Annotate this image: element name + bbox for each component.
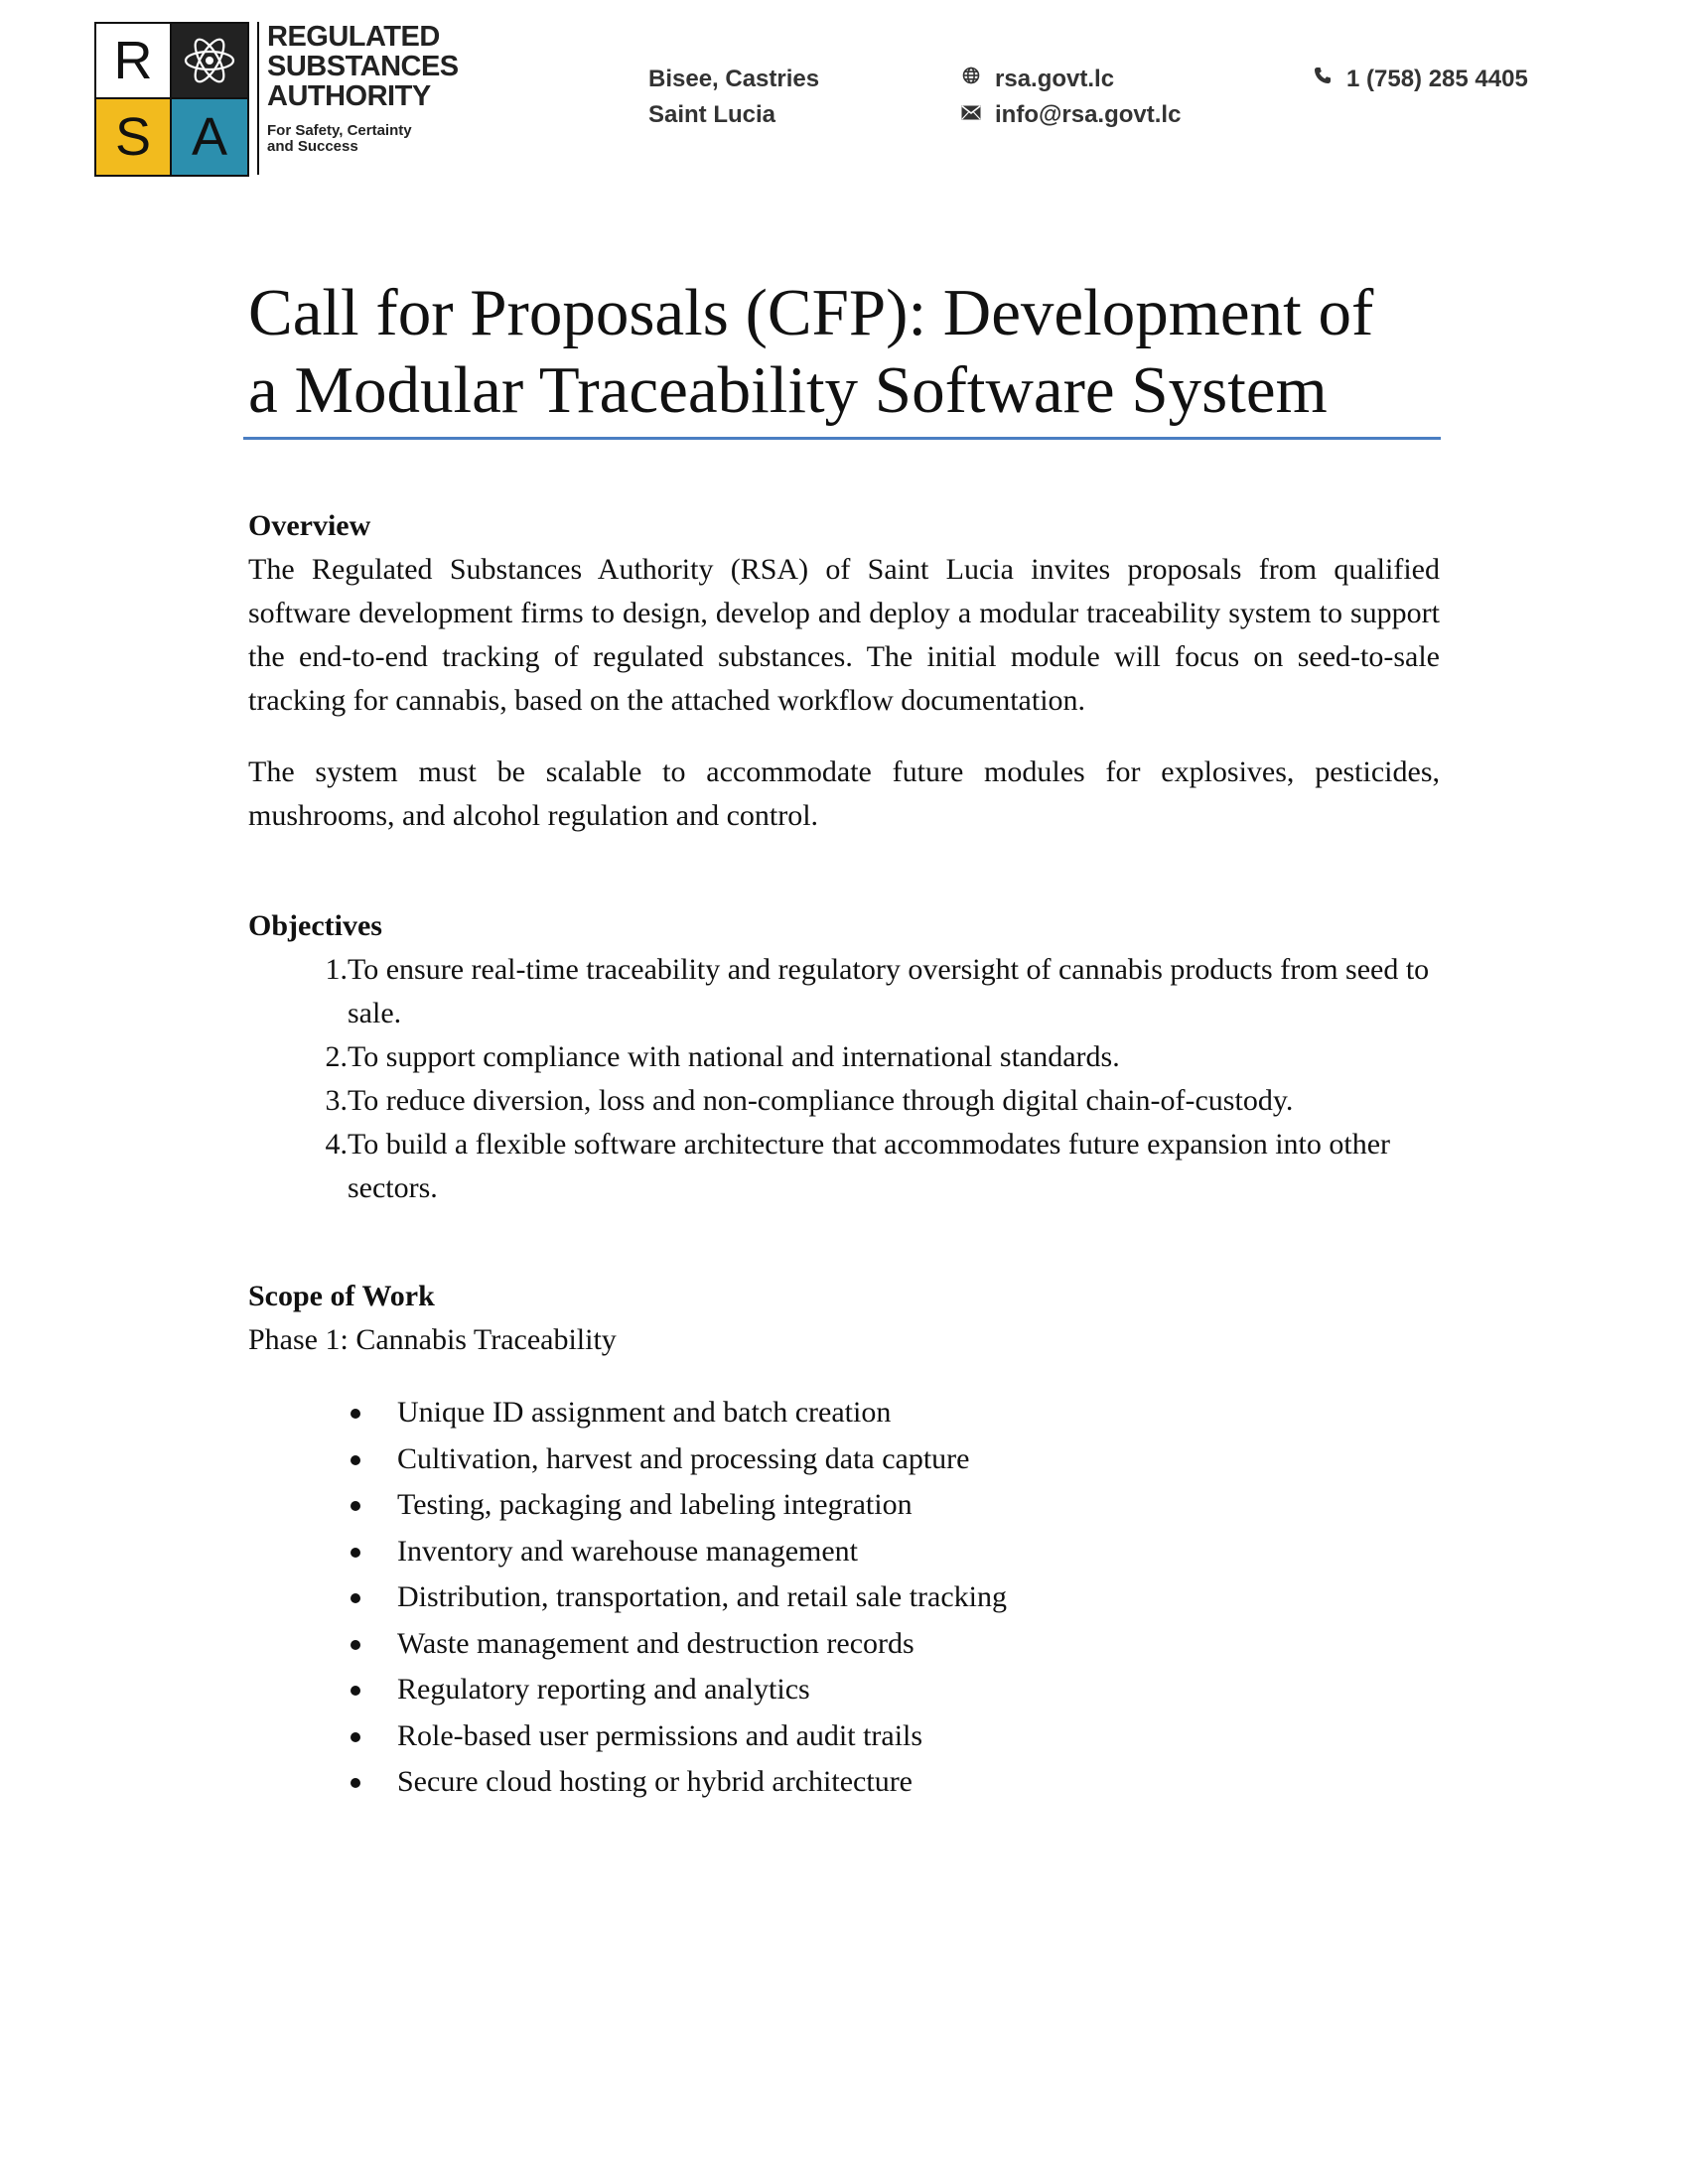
web-contact-block <box>961 62 1181 133</box>
objectives-list <box>248 948 1440 1210</box>
bullet-icon <box>248 1574 397 1621</box>
scope-item-text: Cultivation, harvest and processing data capture <box>397 1441 970 1475</box>
email-link[interactable]: info@rsa.govt.lc <box>995 101 1182 128</box>
logo-letter-r: R <box>96 24 172 99</box>
scope-item-text: Role-based user permissions and audit trails <box>397 1718 923 1752</box>
scope-heading: Scope of Work <box>248 1280 435 1312</box>
bullet-icon <box>248 1667 397 1713</box>
phone-icon <box>1313 62 1333 97</box>
document-title <box>248 274 1440 429</box>
overview-heading: Overview <box>248 509 371 542</box>
bullet-icon <box>248 1482 397 1529</box>
address-line-2: Saint Lucia <box>648 101 776 128</box>
bullet-icon <box>248 1436 397 1483</box>
bullet-icon <box>248 1713 397 1760</box>
scope-item-text: Testing, packaging and labeling integration <box>397 1488 913 1521</box>
overview-paragraph-1: The Regulated Substances Authority (RSA) of Saint Lucia invites proposals from qualified software development firms to design, develop and deploy a modular traceability system to support the end-to-end tracking of regulated substances. The initial module will focus on seed-to-sale tracking for cannabis, based on the attached workflow documentation. <box>248 553 1440 717</box>
objective-item <box>248 1123 1440 1210</box>
scope-item-text: Distribution, transportation, and retail sale tracking <box>397 1580 1008 1613</box>
scope-item <box>248 1436 1440 1483</box>
scope-item-text: Inventory and warehouse management <box>397 1534 858 1568</box>
objective-item <box>248 948 1440 1035</box>
title-line-1: Call for Proposals (CFP): Development of <box>248 276 1374 349</box>
scope-section <box>248 1275 1440 1806</box>
phone-number[interactable]: 1 (758) 285 4405 <box>1346 66 1528 92</box>
objective-text: To ensure real-time traceability and regulatory oversight of cannabis products from seed to sale. <box>348 953 1430 1029</box>
scope-list <box>248 1390 1440 1806</box>
org-name-line-1: REGULATED <box>267 21 440 53</box>
scope-item <box>248 1621 1440 1668</box>
tagline-line-1: For Safety, Certainty <box>267 122 412 139</box>
scope-item-text: Secure cloud hosting or hybrid architecture <box>397 1765 913 1798</box>
tagline <box>267 123 459 155</box>
phone-row <box>1313 62 1528 97</box>
org-name-line-3: AUTHORITY <box>267 80 431 112</box>
logo-letter-s: S <box>96 99 172 175</box>
phone-block <box>1313 62 1528 97</box>
scope-item <box>248 1574 1440 1621</box>
scope-item-text: Unique ID assignment and batch creation <box>397 1396 892 1429</box>
email-row <box>961 97 1181 133</box>
overview-section <box>248 504 1440 838</box>
objectives-heading: Objectives <box>248 909 382 942</box>
objective-number: 4. <box>325 1128 348 1160</box>
objective-text: To reduce diversion, loss and non-compliance through digital chain-of-custody. <box>348 1084 1294 1117</box>
website-row <box>961 62 1181 97</box>
scope-item-text: Waste management and destruction records <box>397 1626 914 1660</box>
tagline-line-2: and Success <box>267 138 358 155</box>
logo-wordmark <box>267 22 459 155</box>
bullet-icon <box>248 1390 397 1436</box>
website-link[interactable]: rsa.govt.lc <box>995 66 1115 92</box>
objective-number: 3. <box>325 1084 348 1117</box>
address-block <box>648 62 819 133</box>
objective-item <box>248 1079 1440 1123</box>
overview-paragraph-2: The system must be scalable to accommodate future modules for explosives, pesticides, mushrooms, and alcohol regulation and control. <box>248 755 1440 832</box>
bullet-icon <box>248 1529 397 1575</box>
objective-number: 2. <box>325 1040 348 1073</box>
scope-item <box>248 1713 1440 1760</box>
title-underline <box>243 437 1441 440</box>
envelope-icon <box>961 97 981 133</box>
scope-item <box>248 1390 1440 1436</box>
bullet-icon <box>248 1621 397 1668</box>
scope-item <box>248 1759 1440 1806</box>
bullet-icon <box>248 1759 397 1806</box>
scope-item <box>248 1482 1440 1529</box>
scope-item <box>248 1529 1440 1575</box>
globe-icon <box>961 62 981 97</box>
objective-text: To support compliance with national and international standards. <box>348 1040 1120 1073</box>
logo-letter-a: A <box>172 99 247 175</box>
letterhead <box>0 0 1688 199</box>
org-name-line-2: SUBSTANCES <box>267 51 459 82</box>
address-line-1: Bisee, Castries <box>648 66 820 92</box>
title-line-2: a Modular Traceability Software System <box>248 353 1328 427</box>
logo-grid <box>94 22 249 177</box>
objective-item <box>248 1035 1440 1079</box>
scope-phase: Phase 1: Cannabis Traceability <box>248 1323 617 1356</box>
scope-item <box>248 1667 1440 1713</box>
scope-item-text: Regulatory reporting and analytics <box>397 1673 810 1706</box>
logo-divider <box>257 22 259 175</box>
objective-text: To build a flexible software architecture that accommodates future expansion into other sectors. <box>348 1128 1391 1204</box>
objectives-section <box>248 904 1440 1210</box>
rsa-logo <box>94 22 459 177</box>
atom-icon <box>172 24 247 99</box>
objective-number: 1. <box>325 953 348 986</box>
